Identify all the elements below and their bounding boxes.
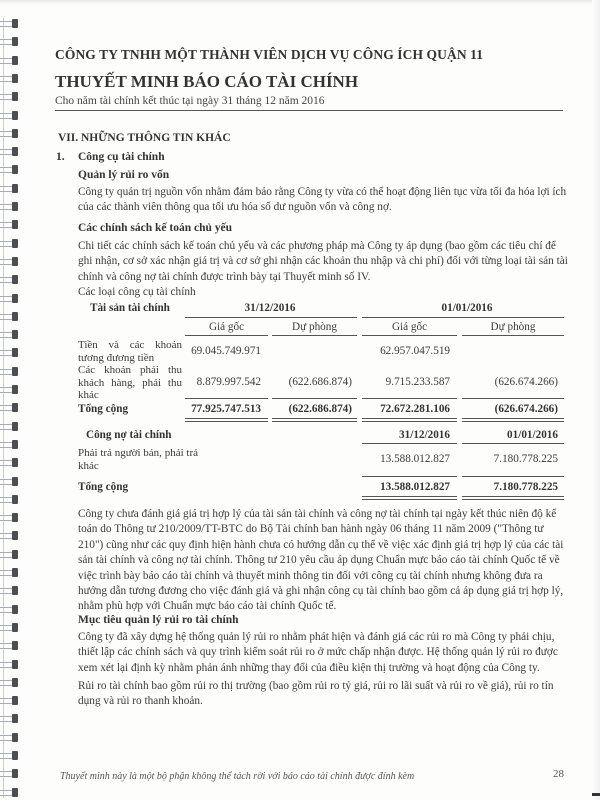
punch-hole: [12, 257, 18, 266]
binding-ring: [0, 110, 20, 122]
punch-hole: [12, 531, 18, 540]
punch-hole: [12, 788, 18, 797]
punch-hole: [12, 623, 18, 632]
subtotal-rule: [462, 398, 564, 399]
punch-hole: [12, 111, 18, 120]
assets-total-prov-1: (622.686.874): [288, 403, 352, 415]
page-number: 28: [553, 768, 564, 780]
punch-hole: [12, 129, 18, 138]
punch-hole: [12, 37, 18, 46]
punch-hole: [12, 477, 18, 486]
punch-hole: [12, 220, 18, 229]
binding-ring: [0, 238, 20, 250]
binding-ring: [0, 219, 20, 231]
binding-ring: [0, 146, 20, 158]
assets-total-prov-2: (626.674.266): [494, 403, 558, 415]
punch-hole: [12, 385, 18, 394]
assets-total-cost-1: 77.925.747.513: [191, 403, 261, 415]
risk-objectives-text: Công ty đã xây dựng hệ thống quản lý rủi ro nhằm phát hiện và đánh giá các rủi ro mà Công ty phải chịu, thiết lập các chính sách và quy trình kiểm soát rủi ro ở mức chấp nhận được. Hệ thống quản lý rủi ro được xem xét lại định kỳ nhằm phản ánh những thay đổi của điều kiện thị trường và hoạt động của Công ty.: [78, 631, 558, 674]
subtotal-rule: [185, 398, 268, 399]
liabilities-period-1: 31/12/2016: [399, 429, 450, 441]
binding-ring: [0, 55, 20, 67]
binding-ring: [0, 164, 20, 176]
liability-value-1: 13.588.012.827: [380, 453, 450, 465]
document-subtitle: Cho năm tài chính kết thúc tại ngày 31 tháng 12 năm 2016: [55, 95, 325, 107]
assets-total-label: Tổng cộng: [78, 403, 129, 415]
binding-ring: [0, 695, 20, 707]
liabilities-total-2: 7.180.778.225: [493, 481, 558, 493]
liabilities-table-title: Công nợ tài chính: [86, 429, 172, 441]
binding-ring: [0, 530, 20, 542]
punch-hole: [12, 714, 18, 723]
binding-ring: [0, 347, 20, 359]
binding-ring: [0, 713, 20, 725]
asset-cost-2: 62.957.047.519: [380, 345, 450, 357]
punch-hole: [12, 440, 18, 449]
binding-ring: [0, 604, 20, 616]
punch-hole: [12, 605, 18, 614]
binding-ring: [0, 439, 20, 451]
subtotal-rule: [272, 398, 357, 399]
scan-corner-mark: [592, 793, 600, 796]
binding-ring: [0, 476, 20, 488]
punch-hole: [12, 586, 18, 595]
asset-row-label: Các khoản phải thu khách hàng, phải thu khác: [78, 364, 182, 401]
punch-hole: [12, 165, 18, 174]
risk-objectives-heading: Mục tiêu quản lý rủi ro tài chính: [78, 614, 239, 626]
liabilities-header-rule: [462, 443, 564, 444]
assets-total-cost-2: 72.672.281.106: [380, 403, 450, 415]
punch-hole: [12, 733, 18, 742]
total-double-rule: [185, 418, 268, 422]
asset-prov-2: (626.674.266): [494, 376, 558, 388]
liabilities-total-1: 13.588.012.827: [380, 481, 450, 493]
punch-hole: [12, 568, 18, 577]
subheader-rule: [272, 335, 357, 336]
punch-hole: [12, 513, 18, 522]
punch-hole: [12, 312, 18, 321]
punch-hole: [12, 696, 18, 705]
asset-prov-1: (622.686.874): [288, 376, 352, 388]
binding-ring: [0, 329, 20, 341]
item-number: 1.: [56, 151, 65, 163]
total-double-rule: [362, 418, 457, 422]
binding-ring: [0, 91, 20, 103]
punch-hole: [12, 641, 18, 650]
liabilities-total-label: Tổng cộng: [78, 481, 129, 493]
accounting-policies-heading: Các chính sách kế toán chủ yếu: [78, 222, 232, 234]
document-title: THUYẾT MINH BÁO CÁO TÀI CHÍNH: [55, 72, 359, 91]
period-2-rule: [362, 317, 564, 318]
subheader-rule: [362, 335, 457, 336]
punch-hole: [12, 19, 18, 28]
liabilities-double-rule: [362, 496, 457, 500]
binding-ring: [0, 494, 20, 506]
page-right-edge: [592, 0, 600, 800]
total-double-rule: [272, 418, 357, 422]
binding-ring: [0, 585, 20, 597]
liabilities-subtotal-rule: [462, 476, 564, 477]
punch-hole: [12, 422, 18, 431]
asset-cost-1: 69.045.749.971: [191, 345, 261, 357]
binding-ring: [0, 201, 20, 213]
punch-hole: [12, 550, 18, 559]
binding-ring: [0, 659, 20, 671]
punch-hole: [12, 367, 18, 376]
liabilities-period-2: 01/01/2016: [507, 429, 558, 441]
punch-hole: [12, 74, 18, 83]
binding-ring: [0, 457, 20, 469]
binding-ring: [0, 549, 20, 561]
binding-ring: [0, 750, 20, 762]
subheader-rule: [185, 335, 268, 336]
punch-hole: [12, 458, 18, 467]
page-top-edge: [0, 0, 600, 4]
risk-types-text: Rủi ro tài chính bao gồm rủi ro thị trường (bao gồm rủi ro tỷ giá, rủi ro lãi suất và rủi ro về giá), rủi ro tín dụng và rủi ro thanh khoản.: [78, 680, 554, 708]
punch-hole: [12, 751, 18, 760]
binding-ring: [0, 512, 20, 524]
punch-hole: [12, 147, 18, 156]
punch-hole: [12, 294, 18, 303]
liabilities-subtotal-rule: [362, 476, 457, 477]
subtotal-rule: [362, 398, 457, 399]
liabilities-header-rule: [362, 443, 457, 444]
binding-ring: [0, 293, 20, 305]
instruments-label: Các loại công cụ tài chính: [78, 286, 196, 298]
binding-ring: [0, 421, 20, 433]
punch-hole: [12, 769, 18, 778]
asset-cost-2: 9.715.233.587: [385, 376, 450, 388]
binding-ring: [0, 768, 20, 780]
assets-period-1: 31/12/2016: [244, 302, 296, 314]
capital-risk-text: Công ty quản trị nguồn vốn nhằm đảm bảo rằng Công ty vừa có thể hoạt động liên tục vừa tối đa hóa lợi ích của các thành viên thông qua tối ưu hóa số dư nguồn vốn và công nợ.: [78, 186, 567, 214]
liability-row-label: Phải trả người bán, phải trả khác: [78, 447, 198, 472]
company-name: CÔNG TY TNHH MỘT THÀNH VIÊN DỊCH VỤ CÔNG ÍCH QUẬN 11: [55, 47, 484, 62]
asset-row-label: Tiền và các khoản tương đương tiền: [78, 339, 182, 364]
punch-hole: [12, 495, 18, 504]
binding-ring: [0, 366, 20, 378]
spiral-binding: [0, 18, 24, 798]
col-provision-1: Dự phòng: [292, 321, 337, 333]
binding-ring: [0, 640, 20, 652]
section-title: VII. NHỮNG THÔNG TIN KHÁC: [58, 132, 231, 144]
assets-period-2: 01/01/2016: [441, 302, 493, 314]
col-cost-2: Giá gốc: [391, 321, 428, 333]
binding-ring: [0, 73, 20, 85]
assets-table-title: Tài sản tài chính: [90, 302, 170, 314]
liability-value-2: 7.180.778.225: [493, 453, 558, 465]
binding-ring: [0, 567, 20, 579]
punch-hole: [12, 56, 18, 65]
binding-ring: [0, 732, 20, 744]
punch-hole: [12, 275, 18, 284]
fair-value-text: Công ty chưa đánh giá giá trị hợp lý của tài sản tài chính và công nợ tài chính tại ngày kết thúc niên độ kế toán do Thông tư 210/2009/TT-BTC do Bộ Tài chính ban hành ngày 06 tháng 11 năm 2009 ("Thông tư 210") cũng như các quy định hiện hành chưa có hướng dẫn cụ thể về việc xác định giá trị hợp lý của các tài sản tài chính và công nợ tài chính. Thông tư 210 yêu cầu áp dụng Chuẩn mực báo cáo tài chính Quốc tế về việc trình bày báo cáo tài chính và thuyết minh thông tin đối với công cụ tài chính nhưng không đưa ra hướng dẫn tương đương cho việc đánh giá và ghi nhận công cụ tài chính bao gồm cả áp dụng giá trị hợp lý, nhằm phù hợp với Chuẩn mực báo cáo tài chính Quốc tế.: [78, 508, 564, 613]
binding-ring: [0, 274, 20, 286]
col-cost-1: Giá gốc: [208, 321, 245, 333]
binding-ring: [0, 622, 20, 634]
period-1-rule: [185, 317, 357, 318]
punch-hole: [12, 184, 18, 193]
punch-hole: [12, 202, 18, 211]
total-double-rule: [462, 418, 564, 422]
punch-hole: [12, 239, 18, 248]
header-divider: [55, 110, 563, 111]
col-provision-2: Dự phòng: [490, 321, 536, 333]
binding-ring: [0, 36, 20, 48]
binding-ring: [0, 402, 20, 414]
binding-ring: [0, 677, 20, 689]
binding-ring: [0, 384, 20, 396]
footer-note: Thuyết minh này là một bộ phận không thể tách rời với báo cáo tài chính được đính kèm: [60, 771, 415, 782]
capital-risk-heading: Quản lý rủi ro vốn: [78, 169, 170, 181]
binding-ring: [0, 128, 20, 140]
accounting-policies-text: Chi tiết các chính sách kế toán chủ yếu và các phương pháp mà Công ty áp dụng (bao gồm các tiêu chí để ghi nhận, cơ sở xác nhận giá trị và cơ sở ghi nhận các khoản thu nhập và chi phí) đối với từng loại tài sản tài chính và công nợ tài chính được trình bày tại Thuyết minh số IV.: [78, 240, 568, 283]
punch-hole: [12, 678, 18, 687]
item-title: Công cụ tài chính: [78, 151, 165, 163]
punch-hole: [12, 330, 18, 339]
binding-ring: [0, 183, 20, 195]
punch-hole: [12, 660, 18, 669]
punch-hole: [12, 403, 18, 412]
binding-ring: [0, 787, 20, 799]
liabilities-double-rule: [462, 496, 564, 500]
binding-ring: [0, 256, 20, 268]
subheader-rule: [462, 335, 564, 336]
binding-ring: [0, 311, 20, 323]
asset-cost-1: 8.879.997.542: [196, 376, 261, 388]
binding-ring: [0, 18, 20, 30]
punch-hole: [12, 348, 18, 357]
punch-hole: [12, 92, 18, 101]
